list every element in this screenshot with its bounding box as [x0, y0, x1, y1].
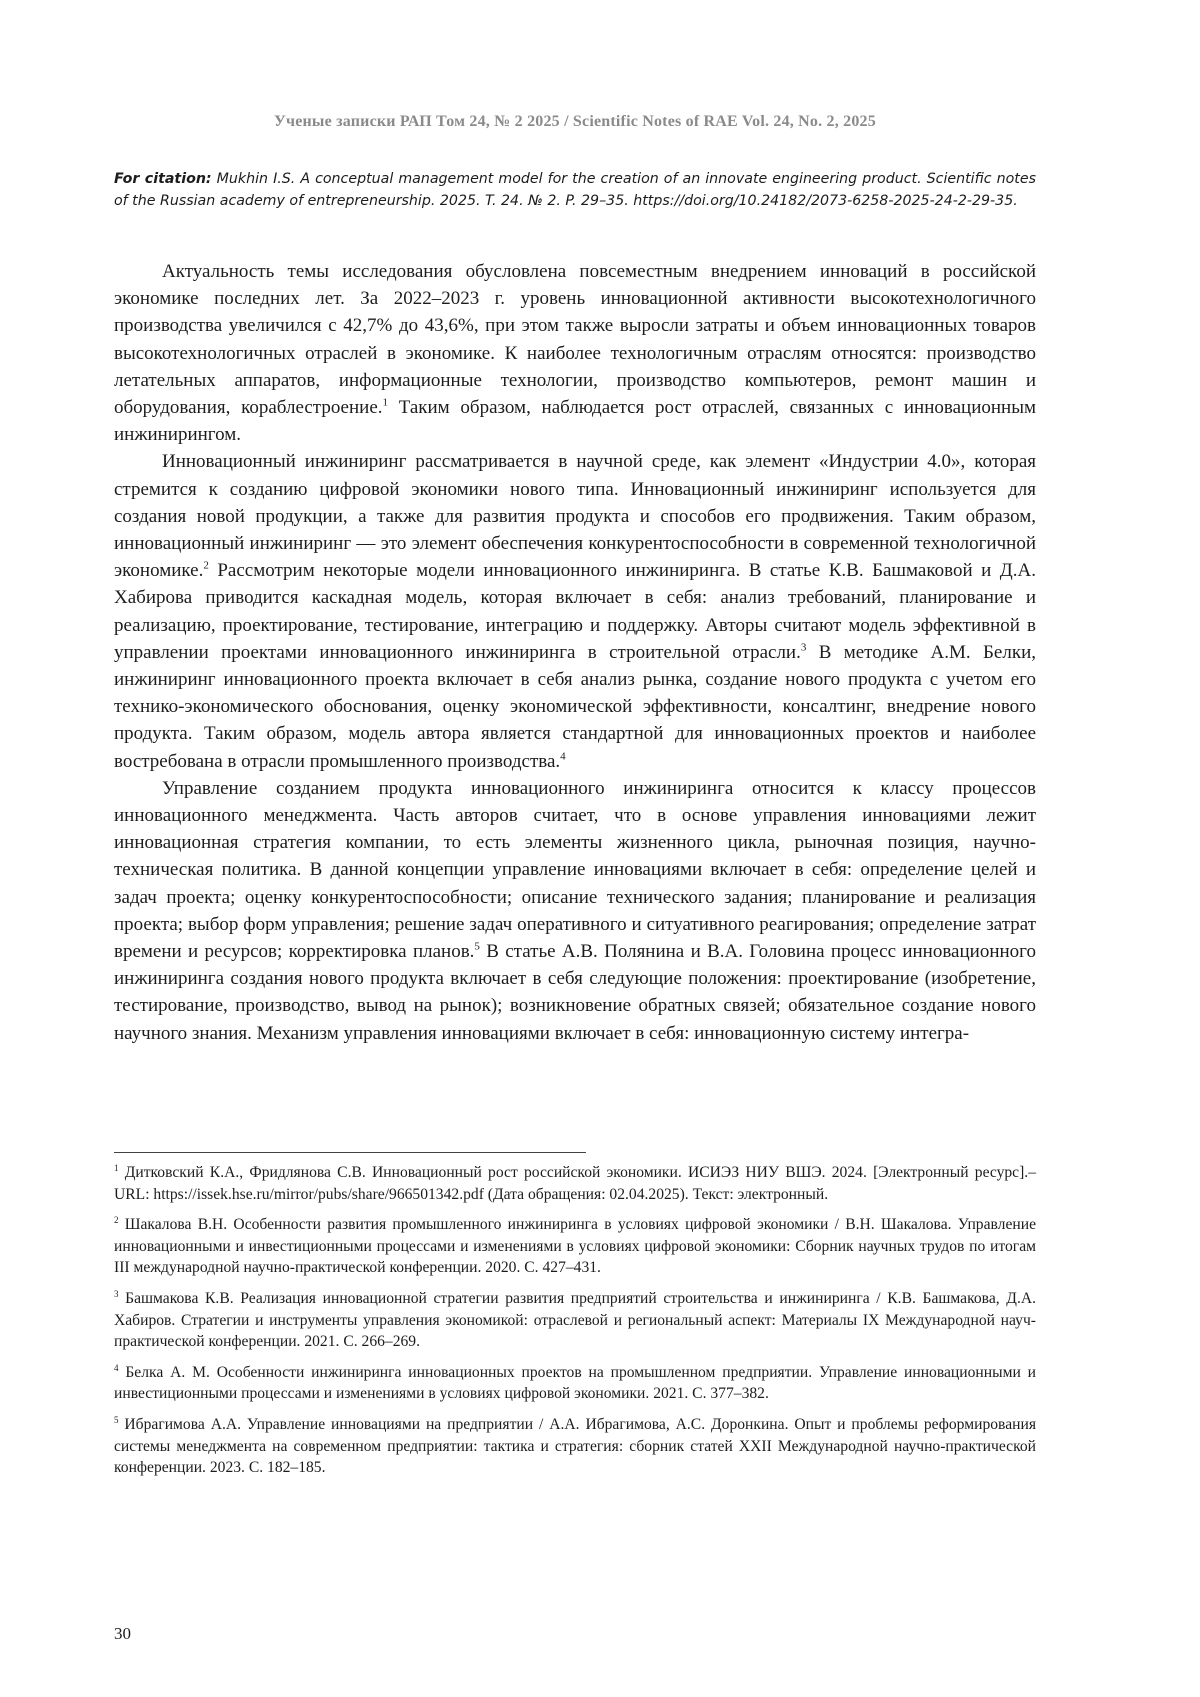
footnote-2: [114, 1214, 1036, 1279]
citation-text: Mukhin I.S. A conceptual management model for the creation of an innovate engineering product. Scientific notes of the Russian academy of entrepreneurship. 2025. T. 24. № 2. P. 29–35. https://doi.org/10.24182/2073-6258-2025-24-2-29-35.: [114, 171, 1036, 209]
footnote-ref-3[interactable]: 3: [800, 641, 807, 654]
page-number: 30: [114, 1624, 131, 1643]
footnote-text: Шакалова В.Н. Особенности развития промышленного инжиниринга в условиях цифровой экономики / В.Н. Шакалова. Управление инновационными и инвестиционными процессами и изменениями в условиях цифровой экономики: Сборник научных трудов по итогам III международной научно-практической конференции. 2020. С. 427–431.: [114, 1216, 1036, 1277]
paragraph-text: Актуальность темы исследования обусловлена повсеместным внедрением инноваций в российской экономике последних лет. За 2022–2023 г. уровень инновационной активности высокотехнологичного производства увеличился с 42,7% до 43,6%, при этом также выросли затраты и объем инновационных товаров высокотехнологичных отраслей в экономике. К наиболее технологичным отраслям относятся: производство летательных аппаратов, информационные технологии, производство компьютеров, ремонт машин и оборудования, кораблестроение.: [114, 261, 1036, 419]
footnote-separator: [114, 1152, 586, 1153]
article-body: [114, 258, 1036, 1047]
footnote-4: [114, 1362, 1036, 1405]
footnote-3: [114, 1288, 1036, 1353]
footnote-ref-4[interactable]: 4: [560, 750, 566, 763]
footnotes-list: [114, 1162, 1036, 1488]
body-paragraph-2: [114, 448, 1036, 774]
citation-block: [114, 168, 1036, 212]
footnote-text: Белка А. М. Особенности инжиниринга инновационных проектов на промышленном предприятии. Управление инновационными и инвестиционными процессами и изменениями в условиях цифровой экономики. 2021. С. 377–382.: [114, 1363, 1036, 1403]
paragraph-text: Управление созданием продукта инновационного инжиниринга относится к классу процессов инновационного менеджмента. Часть авторов считает, что в основе управления инновациями лежит инновационная стратегия компании, то есть элементы жизненного цикла, рыночная позиция, научно-техническая политика. В данной концепции управление инновациями включает в себя: определение целей и задач проекта; оценку конкурентоспособности; описание технического задания; планирование и реализация проекта; выбор форм управления; решение задач оперативного и ситуативного реагирования; определение затрат времени и ресурсов; корректировка планов.: [114, 777, 1036, 963]
footnote-ref-2[interactable]: 2: [203, 559, 209, 572]
paragraph-text: Таким образом, наблюдается рост отраслей, связанных с инновационным инжинирингом.: [114, 397, 1036, 446]
paragraph-text: Инновационный инжиниринг рассматривается в научной среде, как элемент «Индустрии 4.0», которая стремится к созданию цифровой экономики нового типа. Инновационный инжиниринг используется для создания новой продукции, а также для развития продукта и способов его продвижения. Таким образом, инновационный инжиниринг — это элемент обеспечения конкурентоспособности в современной технологичной экономике.: [114, 451, 1036, 582]
footnote-number: 2: [114, 1215, 119, 1225]
paragraph-text: В статье А.В. Полянина и В.А. Головина процесс инновационного инжиниринга создания нового продукта включает в себя следующие положения: проектирование (изобретение, тестирование, производство, вывод на рынок); возникновение обратных связей; обязательное создание нового научного знания. Механизм управления инновациями включает в себя: инновационную систему интегра-: [114, 941, 1036, 1044]
footnote-ref-1[interactable]: 1: [382, 396, 389, 409]
footnote-number: 5: [114, 1414, 119, 1425]
footnote-1: [114, 1162, 1036, 1205]
footnote-ref-5[interactable]: 5: [474, 940, 480, 953]
body-paragraph-3: [114, 775, 1036, 1047]
footnote-5: [114, 1414, 1036, 1479]
paragraph-text: В методике А.М. Белки, инжиниринг инновационного проекта включает в себя анализ рынка, создание нового продукта с учетом его технико-экономического обоснования, оценку экономической эффективности, консалтинг, внедрение нового продукта. Таким образом, модель автора является стандартной для инновационных проектов и наиболее востребована в отрасли промышленного производства.: [114, 641, 1036, 772]
footnote-text: Ибрагимова А.А. Управление инновациями на предприятии / А.А. Ибрагимова, А.С. Доронкина. Опыт и проблемы реформирования системы менеджмента на современном предприятии: тактика и стратегия: сборник статей XXII Международной научно-практической конференции. 2023. С. 182–185.: [114, 1415, 1036, 1477]
footnote-number: 1: [114, 1162, 119, 1173]
footnote-text: Дитковский К.А., Фридлянова С.В. Инновационный рост российской экономики. ИСИЭЗ НИУ ВШЭ. 2024. [Электронный ресурс].– URL: https://issek.hse.ru/mirror/pubs/share/966501342.pdf (Дата обращения: 02.04.2025). Текст: электронный.: [114, 1164, 1036, 1203]
paragraph-text: Рассмотрим некоторые модели инновационного инжиниринга. В статье К.В. Башмаковой и Д.А. Хабирова приводится каскадная модель, которая включает в себя: анализ требований, планирование и реализацию, проектирование, тестирование, интеграцию и поддержку. Авторы считают модель эффективной в управлении проектами инновационного инжиниринга в строительной отрасли.: [114, 560, 1036, 663]
running-head: Ученые записки РАП Том 24, № 2 2025 / Scientific Notes of RAE Vol. 24, No. 2, 2025: [274, 113, 876, 130]
footnote-text: Башмакова К.В. Реализация инновационной стратегии развития предприятий строительства и инжиниринга / К.В. Башмакова, Д.А. Хабиров. Стратегии и инструменты управления экономикой: отраслевой и региональный аспект: Материалы IX Международной науч-практической конференции. 2021. С. 266–269.: [114, 1289, 1036, 1351]
body-paragraph-1: [114, 258, 1036, 448]
citation-label: For citation:: [114, 171, 212, 187]
footnote-number: 4: [114, 1362, 119, 1373]
footnote-number: 3: [114, 1288, 119, 1299]
